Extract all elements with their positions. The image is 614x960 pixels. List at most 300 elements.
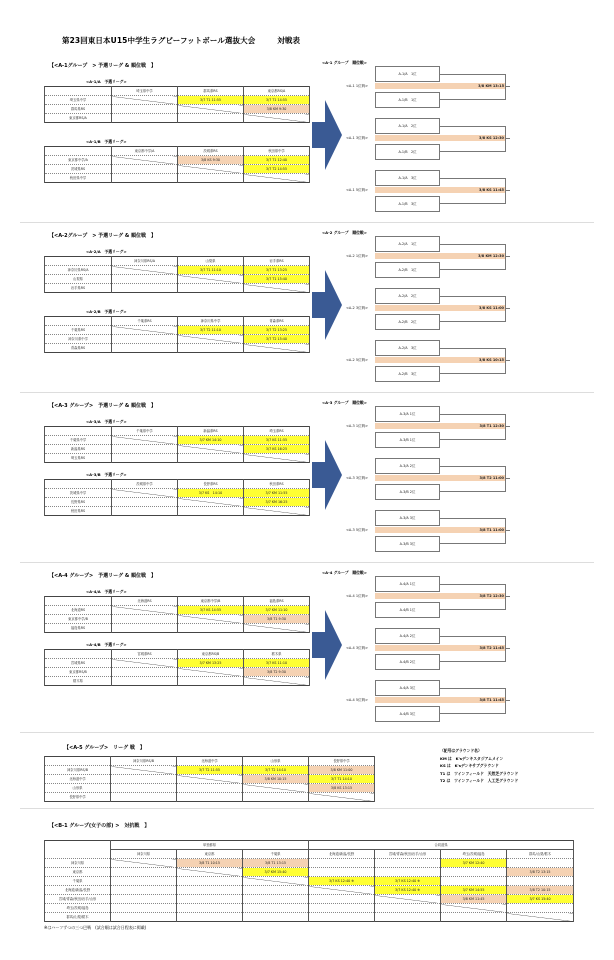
legend-item: KM は K'sデンキスタジアムメイン — [440, 755, 504, 761]
match-cell: 3/7 T1 13:25 — [244, 266, 310, 275]
empty-cell — [178, 344, 244, 353]
group-header-row — [45, 841, 574, 850]
league-table — [44, 840, 574, 922]
bracket-connector — [440, 584, 506, 610]
row-team-header: 神奈川県RS/B — [45, 766, 111, 775]
bracket-label: <A-2 グループ 順位戦> — [322, 230, 367, 235]
match-cell: 3/7 KS 16:25 — [244, 445, 310, 454]
group-heading: 【<A-4 グループ> 予選リーグ & 順位戦 】 — [49, 573, 156, 579]
bracket-game-label: <A-3 1位戦> — [346, 424, 369, 428]
league-table — [44, 479, 310, 516]
row-team-header: 長野県RS — [45, 498, 112, 507]
header-row — [45, 850, 574, 859]
bracket-label: <A-3 グループ 順位戦> — [322, 400, 367, 405]
match-cell: 3/7 KM 12:40 — [441, 859, 507, 868]
empty-cell — [507, 877, 574, 886]
empty-cell — [112, 454, 178, 463]
column-team-header: 新潟県RS — [178, 427, 244, 436]
empty-cell — [112, 507, 178, 516]
empty-cell — [178, 507, 244, 516]
row-team-header: 山梨県 — [45, 275, 112, 284]
row-team-header: 長野県中学 — [45, 793, 111, 802]
empty-cell — [441, 868, 507, 877]
group-heading: 【<A-5 グループ> リーグ 戦 】 — [64, 745, 145, 751]
column-team-header: 茨城県RS — [178, 147, 244, 156]
empty-cell — [309, 868, 375, 877]
match-cell: 3/7 KM 14:10 — [178, 436, 244, 445]
pool-label: <A-2/B 予選リーグ> — [86, 309, 127, 314]
column-team-header: 栃木県 — [244, 650, 310, 659]
column-team-header: 埼玉/茨城/福島 — [441, 850, 507, 859]
table-row — [45, 615, 310, 624]
self-match-cell — [111, 859, 177, 868]
empty-cell — [112, 344, 178, 353]
row-team-header: 千葉県中学 — [45, 436, 112, 445]
legend-item: T2 は ツインフィールド 人工芝グラウンド — [440, 778, 519, 783]
table-row — [45, 868, 574, 877]
match-cell: 3/7 KM 14:55 — [441, 886, 507, 895]
right-arrow-icon — [312, 270, 342, 340]
self-match-cell — [112, 489, 178, 498]
empty-cell — [178, 284, 244, 293]
bracket-label: <A-1 グループ 順位戦> — [322, 60, 367, 65]
empty-cell — [112, 114, 178, 123]
self-match-cell — [112, 606, 178, 615]
header-row — [45, 317, 310, 326]
empty-cell — [375, 868, 441, 877]
empty-cell — [375, 904, 441, 913]
column-team-header: 秋田県中学 — [244, 147, 310, 156]
match-cell: 3/7 T2 13:25 — [244, 326, 310, 335]
empty-cell — [243, 793, 309, 802]
match-cell: 3/7 T1 11:10 — [178, 266, 244, 275]
league-table — [44, 756, 375, 802]
self-match-cell — [244, 677, 310, 686]
bracket-team-slot: A-1/A 1位 — [375, 66, 440, 82]
row-team-header: 新潟県RS — [45, 445, 112, 454]
row-team-header: 東京都RS/A — [45, 114, 112, 123]
row-team-header: 岩手県RS — [45, 284, 112, 293]
column-team-header: 神奈川県中学 — [178, 317, 244, 326]
self-match-cell — [177, 775, 243, 784]
bracket-team-slot: A-3/A 1位 — [375, 406, 440, 422]
match-cell: 3/7 KS 11:55 — [244, 436, 310, 445]
bracket-team-slot: A-3/B 3位 — [375, 536, 440, 552]
self-match-cell — [112, 156, 178, 165]
league-table — [44, 256, 310, 293]
bracket-game-label: <A-2 3位戦> — [346, 306, 369, 310]
match-cell: 3/7 KS 11:10 — [244, 659, 310, 668]
empty-cell — [243, 895, 309, 904]
table-row — [45, 913, 574, 922]
match-cell: 3/8 T1 10:15 — [177, 859, 243, 868]
row-team-header: 青森県RS — [45, 344, 112, 353]
bracket-team-slot: A-1/A 3位 — [375, 170, 440, 186]
column-team-header: 茨城県中学 — [112, 480, 178, 489]
self-match-cell — [243, 877, 309, 886]
league-table — [44, 649, 310, 686]
empty-cell — [112, 668, 178, 677]
group-heading: 【<A-1グループ > 予選リーグ & 順位戦 】 — [49, 63, 156, 69]
table-row — [45, 445, 310, 454]
row-team-header: 埼玉県中学 — [45, 96, 112, 105]
empty-cell — [112, 165, 178, 174]
row-team-header: 千葉県RS — [45, 326, 112, 335]
table-row — [45, 266, 310, 275]
self-match-cell — [111, 766, 177, 775]
empty-cell — [177, 913, 243, 922]
match-cell: 3/8 KM 10:15 — [243, 775, 309, 784]
column-team-header: 北海道RS — [112, 597, 178, 606]
table-row — [45, 156, 310, 165]
page-title: 第23回東日本U15中学生ラグビーフットボール選抜大会 対戦表 — [62, 36, 301, 45]
match-cell: 3/7 KM 11:55 — [244, 489, 310, 498]
combined-prefecture-header: 合同道県 — [309, 841, 574, 850]
self-match-cell — [178, 275, 244, 284]
match-cell: 3/7 T1 12:40 — [244, 156, 310, 165]
bracket-connector — [440, 244, 506, 270]
ground-legend — [440, 747, 518, 785]
row-team-header: 千葉県 — [45, 877, 111, 886]
match-cell: 3/7 T2 14:55 — [244, 165, 310, 174]
empty-cell — [111, 904, 177, 913]
league-table — [44, 426, 310, 463]
bracket-team-slot: A-1/B 1位 — [375, 92, 440, 108]
table-row — [45, 489, 310, 498]
header-row — [45, 87, 310, 96]
bracket-game-label: <A-2 5位戦> — [346, 358, 369, 362]
self-match-cell — [243, 784, 309, 793]
header-row — [45, 757, 375, 766]
corner-cell — [45, 317, 112, 326]
column-team-header: 岩手県RS — [244, 257, 310, 266]
self-match-cell — [112, 326, 178, 335]
column-team-header: 長野県RS — [178, 480, 244, 489]
empty-cell — [112, 284, 178, 293]
bracket-connector — [440, 178, 506, 204]
match-cell: 3/8 KS 13:15 — [309, 784, 375, 793]
bracket-team-slot: A-4/B 1位 — [375, 602, 440, 618]
match-cell: 3/8 KM 9:30 — [244, 105, 310, 114]
column-team-header: 宮城/青森/秋田/岩手/山形 — [375, 850, 441, 859]
corner-cell — [45, 257, 112, 266]
table-row — [45, 344, 310, 353]
self-match-cell — [244, 284, 310, 293]
legend-item: KS は K'sデンキサブグラウンド — [440, 763, 499, 768]
empty-cell — [112, 498, 178, 507]
empty-cell — [112, 275, 178, 284]
empty-cell — [243, 886, 309, 895]
table-row — [45, 766, 375, 775]
corner-cell — [45, 597, 112, 606]
match-cell: 3/7 T1 15:40 — [244, 275, 310, 284]
bracket-team-slot: A-4/A 1位 — [375, 576, 440, 592]
column-team-header: 埼玉県中学 — [112, 87, 178, 96]
match-slot: 3/8 KS 11:45 — [375, 187, 506, 193]
bracket-team-slot: A-4/B 2位 — [375, 654, 440, 670]
single-prefecture-header: 単独都県 — [111, 841, 309, 850]
empty-cell — [112, 624, 178, 633]
empty-cell — [309, 913, 375, 922]
group-heading: 【<B-1 グループ(女子の部) > 対抗戦 】 — [49, 823, 150, 829]
match-cell: 3/8 KM 11:00 — [309, 766, 375, 775]
corner-cell — [45, 480, 112, 489]
bracket-connector — [440, 466, 506, 492]
bracket-connector — [440, 518, 506, 544]
column-team-header: 群馬/山梨/栃木 — [507, 850, 574, 859]
bracket-team-slot: A-1/B 2位 — [375, 144, 440, 160]
column-team-header: 東京都 — [177, 850, 243, 859]
pool-label: <A-2/A 予選リーグ> — [86, 249, 127, 254]
bracket-team-slot: A-2/A 1位 — [375, 236, 440, 252]
bracket-game-label: <A-1 3位戦> — [346, 136, 369, 140]
column-team-header: 秋田県RS — [244, 480, 310, 489]
self-match-cell — [375, 895, 441, 904]
self-match-cell — [244, 114, 310, 123]
bracket-game-label: <A-3 3位戦> — [346, 476, 369, 480]
bracket-connector — [440, 636, 506, 662]
pool-label: <A-4/A 予選リーグ> — [86, 589, 127, 594]
bracket-team-slot: A-1/B 3位 — [375, 196, 440, 212]
self-match-cell — [112, 659, 178, 668]
self-match-cell — [309, 886, 375, 895]
table-row — [45, 105, 310, 114]
pool-label: <A-1/A 予選リーグ> — [86, 79, 127, 84]
table-row — [45, 335, 310, 344]
match-slot: 3/8 KS 10:15 — [375, 357, 506, 363]
column-team-header: 埼玉県RS — [244, 427, 310, 436]
bracket-tick — [506, 426, 510, 427]
legend-item: T1 は ツインフィールド 天然芝グラウンド — [440, 770, 519, 776]
column-team-header: 群馬県RS — [178, 87, 244, 96]
corner-cell — [45, 427, 112, 436]
column-team-header: 千葉県RS — [112, 317, 178, 326]
match-cell: 3/7 T2 11:55 — [177, 766, 243, 775]
empty-cell — [177, 904, 243, 913]
bracket-game-label: <A-1 5位戦> — [346, 188, 369, 192]
empty-cell — [111, 877, 177, 886]
match-cell: 3/7 KS 14:55 — [178, 606, 244, 615]
self-match-cell — [112, 96, 178, 105]
bracket-connector — [440, 688, 506, 714]
match-cell: 3/7 KS 15:40 — [507, 895, 574, 904]
bracket-tick — [506, 530, 510, 531]
bracket-tick — [506, 86, 510, 87]
header-row — [45, 480, 310, 489]
row-team-header: 茨城県RS — [45, 165, 112, 174]
row-team-header: 栃木県 — [45, 677, 112, 686]
table-row — [45, 165, 310, 174]
table-row — [45, 436, 310, 445]
column-team-header: 神奈川県RS/B — [111, 757, 177, 766]
bracket-team-slot: A-1/A 2位 — [375, 118, 440, 134]
self-match-cell — [244, 507, 310, 516]
bracket-team-slot: A-3/B 2位 — [375, 484, 440, 500]
table-row — [45, 659, 310, 668]
table-row — [45, 775, 375, 784]
row-team-header: 神奈川県中学 — [45, 335, 112, 344]
match-cell: 3/7 KS 12:40 ※ — [375, 886, 441, 895]
bracket-tick — [506, 256, 510, 257]
empty-cell — [111, 913, 177, 922]
bracket-tick — [506, 700, 510, 701]
bracket-game-label: <A-4 1位戦> — [346, 594, 369, 598]
bracket-game-label: <A-2 1位戦> — [346, 254, 369, 258]
empty-cell — [309, 895, 375, 904]
table-row — [45, 606, 310, 615]
bracket-team-slot: A-2/B 2位 — [375, 314, 440, 330]
self-match-cell — [178, 445, 244, 454]
header-row — [45, 427, 310, 436]
row-team-header: 福島県RS — [45, 624, 112, 633]
self-match-cell — [178, 335, 244, 344]
bracket-game-label: <A-3 5位戦> — [346, 528, 369, 532]
pool-label: <A-1/B 予選リーグ> — [86, 139, 127, 144]
pool-label: <A-3/B 予選リーグ> — [86, 472, 127, 477]
match-cell: 3/7 KS 14:10 — [178, 489, 244, 498]
row-team-header: 東京都 — [45, 868, 111, 877]
bracket-tick — [506, 478, 510, 479]
empty-cell — [309, 859, 375, 868]
row-team-header: 群馬県RS — [45, 105, 112, 114]
column-team-header: 宮城県RS — [112, 650, 178, 659]
match-slot: 3/8 KS 12:30 — [375, 135, 506, 141]
row-team-header: 秋田県中学 — [45, 174, 112, 183]
self-match-cell — [177, 868, 243, 877]
row-team-header: 秋田県RS — [45, 507, 112, 516]
self-match-cell — [441, 904, 507, 913]
match-cell: 3/8 T2 10:15 — [507, 886, 574, 895]
column-team-header: 東京都RS/A — [244, 87, 310, 96]
empty-cell — [111, 775, 177, 784]
column-team-header: 青森県RS — [244, 317, 310, 326]
row-team-header: 埼玉県RS — [45, 454, 112, 463]
table-row — [45, 114, 310, 123]
table-row — [45, 904, 574, 913]
empty-cell — [111, 868, 177, 877]
match-slot: 3/8 T1 11:00 — [375, 527, 506, 533]
row-team-header: 山形県 — [45, 784, 111, 793]
self-match-cell — [112, 266, 178, 275]
league-table — [44, 316, 310, 353]
empty-cell — [243, 913, 309, 922]
right-arrow-icon — [312, 440, 342, 510]
empty-cell — [375, 859, 441, 868]
header-row — [45, 257, 310, 266]
empty-cell — [178, 454, 244, 463]
match-slot: 3/8 KS 11:00 — [375, 305, 506, 311]
table-row — [45, 454, 310, 463]
group-heading: 【<A-2グループ > 予選リーグ & 順位戦 】 — [49, 233, 156, 239]
match-cell: 3/7 T1 14:55 — [244, 96, 310, 105]
self-match-cell — [244, 454, 310, 463]
right-arrow-icon — [312, 610, 342, 680]
bracket-team-slot: A-4/A 3位 — [375, 680, 440, 696]
corner-cell — [45, 841, 111, 859]
self-match-cell — [178, 615, 244, 624]
bracket-game-label: <A-1 1位戦> — [346, 84, 369, 88]
column-team-header: 長野県中学 — [309, 757, 375, 766]
empty-cell — [111, 886, 177, 895]
pool-label: <A-4/B 予選リーグ> — [86, 642, 127, 647]
bracket-connector — [440, 74, 506, 100]
empty-cell — [507, 904, 574, 913]
bracket-tick — [506, 138, 510, 139]
match-cell: 3/8 T2 13:15 — [507, 868, 574, 877]
table-row — [45, 498, 310, 507]
empty-cell — [177, 784, 243, 793]
header-row — [45, 650, 310, 659]
bracket-tick — [506, 308, 510, 309]
match-slot: 3/8 T1 11:45 — [375, 697, 506, 703]
bracket-team-slot: A-2/A 2位 — [375, 288, 440, 304]
match-slot: 3/8 T2 11:45 — [375, 645, 506, 651]
empty-cell — [111, 784, 177, 793]
empty-cell — [309, 904, 375, 913]
match-cell: 3/8 T1 9:30 — [244, 615, 310, 624]
league-table — [44, 596, 310, 633]
empty-cell — [178, 677, 244, 686]
corner-cell — [45, 147, 112, 156]
bracket-tick — [506, 360, 510, 361]
match-cell: 3/7 T1 11:55 — [178, 96, 244, 105]
header-row — [45, 597, 310, 606]
bracket-tick — [506, 596, 510, 597]
column-team-header: 福島県RS — [244, 597, 310, 606]
match-cell: 3/7 T2 14:10 — [243, 766, 309, 775]
legend-title: （記号はグラウンド名） — [440, 748, 482, 753]
bracket-team-slot: A-4/B 3位 — [375, 706, 440, 722]
row-team-header: 北海道RS — [45, 606, 112, 615]
match-cell: 3/7 T2 15:40 — [244, 335, 310, 344]
pool-label: <A-3/A 予選リーグ> — [86, 419, 127, 424]
table-row — [45, 275, 310, 284]
column-team-header: 山梨県 — [178, 257, 244, 266]
bracket-game-label: <A-4 5位戦> — [346, 698, 369, 702]
section-divider — [20, 562, 594, 563]
table-row — [45, 877, 574, 886]
column-team-header: 山形県 — [243, 757, 309, 766]
row-team-header: 神奈川県 — [45, 859, 111, 868]
empty-cell — [112, 615, 178, 624]
match-cell: 3/8 KM 11:45 — [441, 895, 507, 904]
section-divider — [20, 392, 594, 393]
league-table — [44, 146, 310, 183]
column-team-header: 神奈川県RS/A — [112, 257, 178, 266]
table-row — [45, 284, 310, 293]
self-match-cell — [244, 344, 310, 353]
group-heading: 【<A-3 グループ> 予選リーグ & 順位戦 】 — [49, 403, 156, 409]
match-cell: 3/8 T1 13:15 — [243, 859, 309, 868]
table-row — [45, 507, 310, 516]
match-cell: 3/7 KM 15:40 — [243, 868, 309, 877]
match-slot: 3/8 KM 12:30 — [375, 253, 506, 259]
column-team-header: 千葉県中学 — [112, 427, 178, 436]
league-table — [44, 86, 310, 123]
table-row — [45, 859, 574, 868]
bracket-team-slot: A-4/A 2位 — [375, 628, 440, 644]
column-team-header: 千葉県 — [243, 850, 309, 859]
row-team-header: 北海道/新潟/長野 — [45, 886, 111, 895]
match-cell: 3/8 KS 9:30 — [178, 156, 244, 165]
self-match-cell — [244, 624, 310, 633]
empty-cell — [178, 114, 244, 123]
self-match-cell — [178, 165, 244, 174]
empty-cell — [112, 677, 178, 686]
bracket-game-label: <A-4 3位戦> — [346, 646, 369, 650]
table-row — [45, 895, 574, 904]
row-team-header: 宮城県RS — [45, 659, 112, 668]
